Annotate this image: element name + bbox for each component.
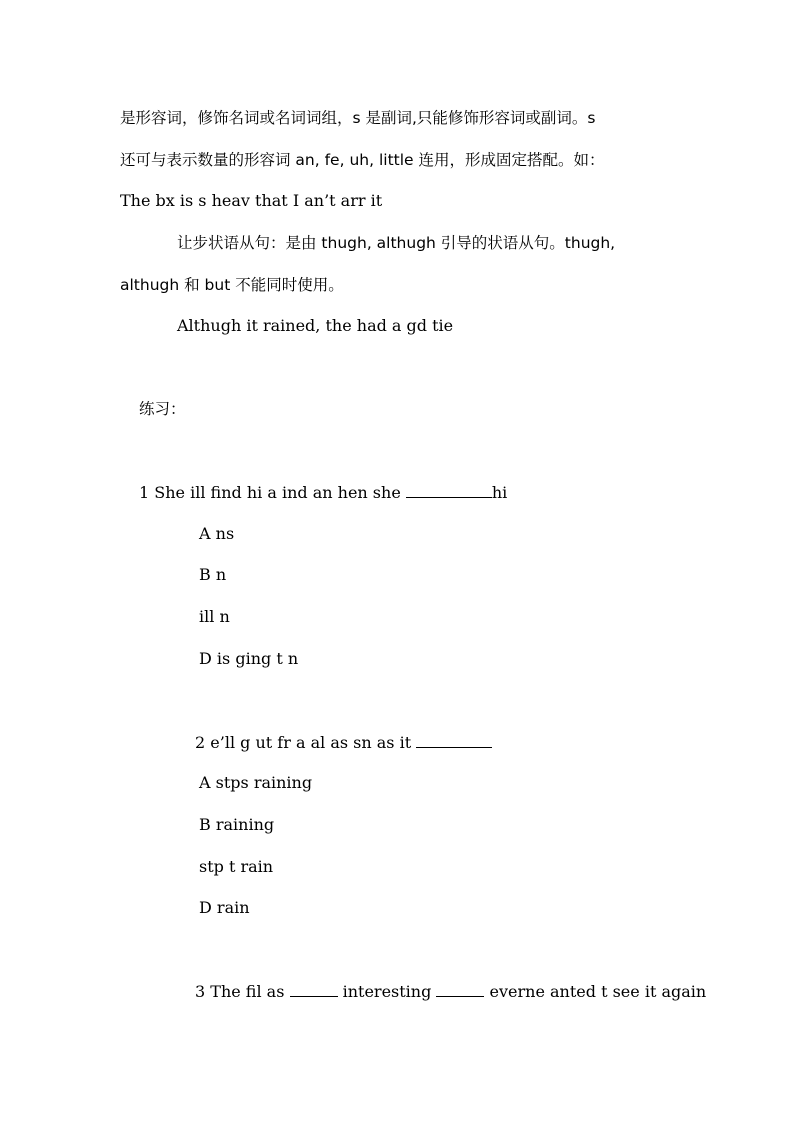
example-sentence: Althugh it rained, the had a gd tie bbox=[177, 316, 454, 335]
exercise-heading: 练习： bbox=[139, 400, 186, 418]
answer-blank bbox=[416, 731, 492, 748]
answer-option: D is ging t n bbox=[199, 649, 299, 668]
answer-option: ill n bbox=[199, 607, 230, 626]
answer-option: stp t rain bbox=[199, 857, 274, 876]
question-stem: 2 e’ll g ut fr a al as sn as it bbox=[195, 731, 492, 754]
text-line: 让步状语从句：是由 thugh, althugh 引导的状语从句。thugh, bbox=[177, 234, 616, 252]
text-line: 还可与表示数量的形容词 an, fe, uh, little 连用，形成固定搭配。如： bbox=[120, 151, 605, 169]
answer-option: A stps raining bbox=[199, 773, 313, 792]
answer-option: B n bbox=[199, 565, 227, 584]
question-stem: 3 The fil as interesting everne anted t see it again bbox=[195, 982, 707, 1001]
answer-blank bbox=[406, 481, 492, 498]
answer-blank bbox=[290, 980, 338, 997]
answer-option: D rain bbox=[199, 898, 250, 917]
text-line: 是形容词，修饰名词或名词词组，s 是副词,只能修饰形容词或副词。s bbox=[120, 109, 596, 127]
answer-option: B raining bbox=[199, 815, 275, 834]
question-stem: 1 She ill find hi a ind an hen she hi bbox=[139, 483, 508, 502]
answer-option: A ns bbox=[199, 524, 235, 543]
text-line: althugh 和 but 不能同时使用。 bbox=[120, 276, 344, 294]
example-sentence: The bx is s heav that I an’t arr it bbox=[120, 191, 383, 210]
answer-blank bbox=[436, 980, 484, 997]
